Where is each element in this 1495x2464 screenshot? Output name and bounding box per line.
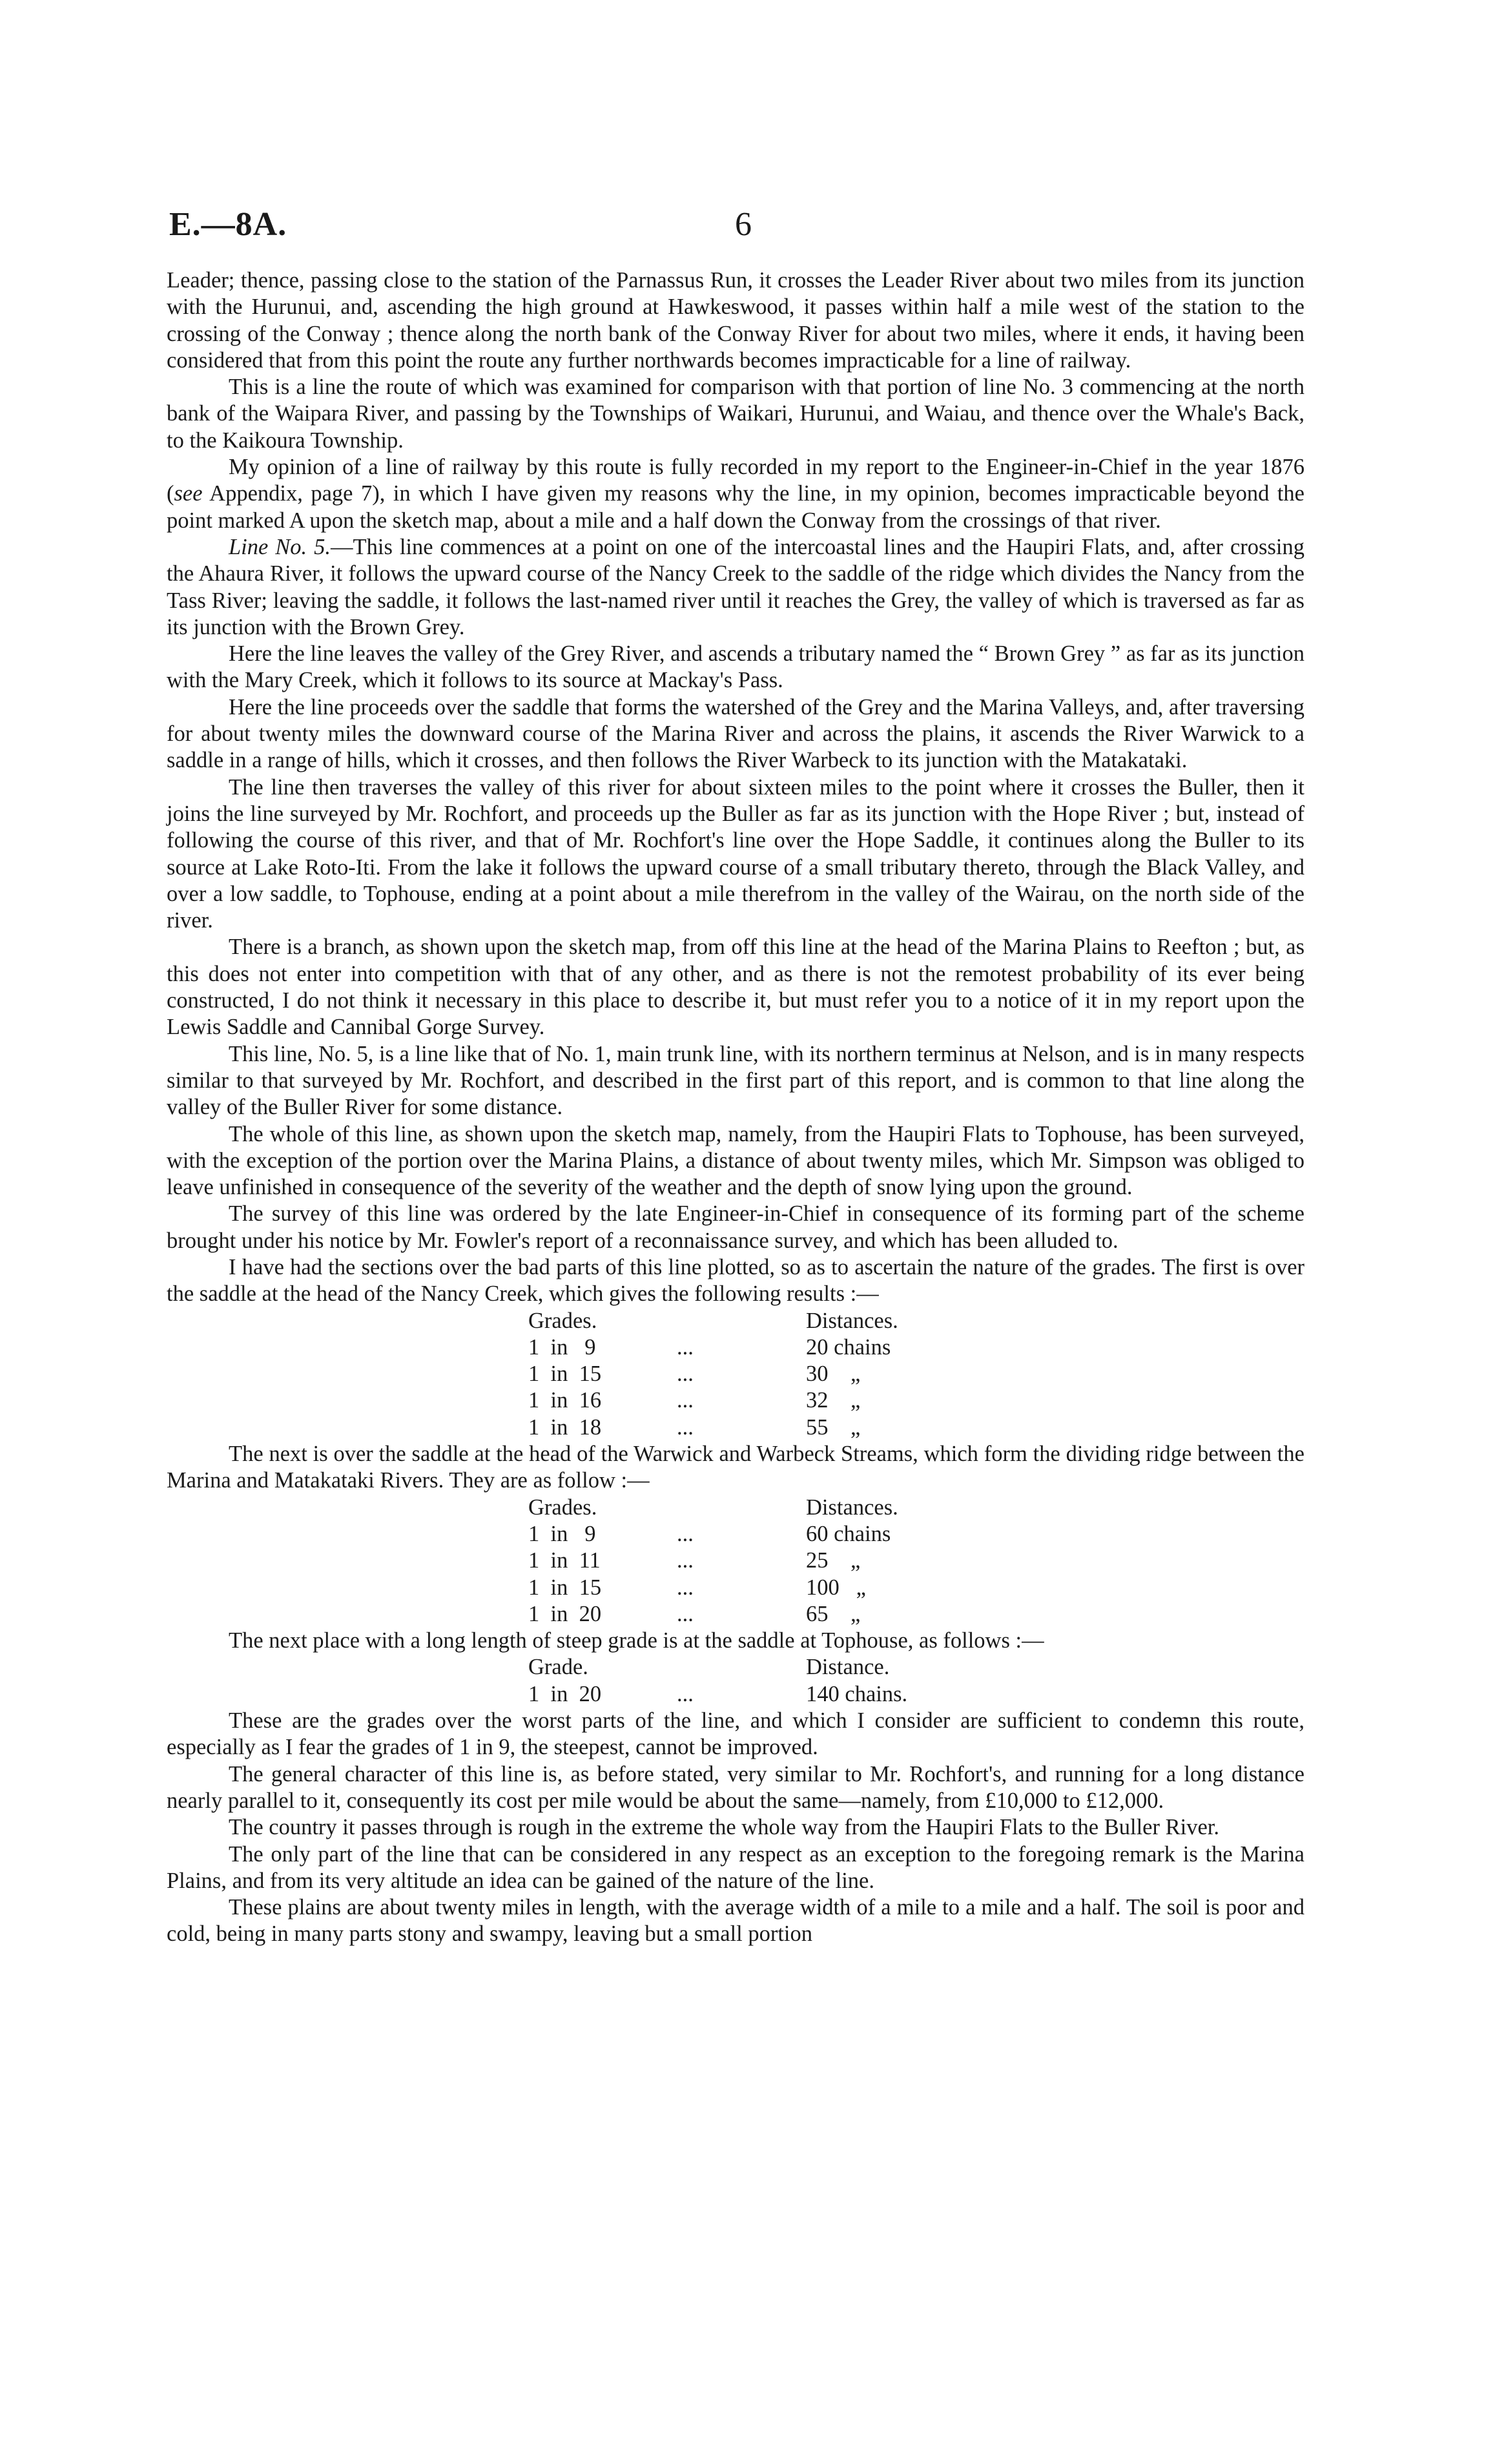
column-header-distances: Distances.	[806, 1495, 898, 1520]
paragraph: The next place with a long length of steep grade is at the saddle at Tophouse, as follows :—	[229, 1628, 1044, 1653]
grades-table-nancy-creek	[167, 1308, 1304, 1441]
paragraph: These are the grades over the worst parts of the line, and which I consider are sufficient to condemn this route, especially as I fear the grades of 1 in 9, the steepest, cannot be improved.	[167, 1708, 1304, 1760]
table-row: 1 in 18 ... 55 „	[528, 1414, 861, 1440]
paragraph: Leader; thence, passing close to the station of the Parnassus Run, it crosses the Leader River about two miles from its junction with the Hurunui, and, ascending the high ground at Hawkeswood, it passes within half a mile west of the station to the crossing of the Conway ; thence along the north bank of the Conway River for about two miles, where it ends, it having been considered that from this point the route any further northwards becomes impracticable for a line of railway.	[167, 268, 1304, 373]
column-header-grades: Grades.	[528, 1495, 597, 1520]
table-row: 1 in 9 ... 20 chains	[528, 1334, 891, 1360]
grades-table-tophouse	[167, 1654, 1304, 1708]
column-header-grades: Grades.	[528, 1308, 597, 1333]
paragraph: These plains are about twenty miles in length, with the average width of a mile to a mile and a half. The soil is poor and cold, being in many parts stony and swampy, leaving but a small portion	[167, 1895, 1304, 1947]
table-row: 1 in 20 ... 65 „	[528, 1601, 861, 1626]
paragraph: Here the line leaves the valley of the Grey River, and ascends a tributary named the “ Brown Grey ” as far as its junction with the Mary Creek, which it follows to its source at Mackay's Pass.	[167, 641, 1304, 693]
paragraph: I have had the sections over the bad parts of this line plotted, so as to ascertain the nature of the grades. The first is over the saddle at the head of the Nancy Creek, which gives the following results :—	[167, 1254, 1304, 1307]
table-row: 1 in 9 ... 60 chains	[528, 1521, 891, 1546]
table-row: 1 in 20 ... 140 chains.	[528, 1681, 908, 1706]
body-text	[167, 267, 1304, 1948]
paragraph: The survey of this line was ordered by the late Engineer-in-Chief in consequence of its forming part of the scheme brought under his notice by Mr. Fowler's report of a reconnaissance survey, and which has been alluded to.	[167, 1201, 1304, 1253]
table-row: 1 in 15 ... 30 „	[528, 1361, 861, 1387]
column-header-distance: Distance.	[806, 1655, 890, 1680]
grades-table-warwick-warbeck	[167, 1495, 1304, 1628]
paragraph: This is a line the route of which was examined for comparison with that portion of line No. 3 commencing at the north bank of the Waipara River, and passing by the Townships of Waikari, Hurunui, and Waiau, and thence over the Whale's Back, to the Kaikoura Township.	[167, 375, 1304, 453]
paragraph: Here the line proceeds over the saddle that forms the watershed of the Grey and the Marina Valleys, and, after traversing for about twenty miles the downward course of the Marina River and across the plains, it ascends the River Warwick to a saddle in a range of hills, which it crosses, and then follows the River Warbeck to its junction with the Matakataki.	[167, 694, 1304, 773]
column-header-grade: Grade.	[528, 1655, 588, 1680]
paragraph: The whole of this line, as shown upon the sketch map, namely, from the Haupiri Flats to Tophouse, has been surveyed, with the exception of the portion over the Marina Plains, a distance of about twenty miles, which Mr. Simpson was obliged to leave unfinished in consequence of the severity of the weather and the depth of snow lying upon the ground.	[167, 1121, 1304, 1200]
table-header-row	[167, 1308, 1304, 1334]
table-header-row	[167, 1654, 1304, 1681]
table-row: 1 in 11 ... 25 „	[528, 1548, 861, 1573]
paragraph: The general character of this line is, as before stated, very similar to Mr. Rochfort's, and running for a long distance nearly parallel to it, consequently its cost per mile would be about the same—namely, from £10,000 to £12,000.	[167, 1761, 1304, 1813]
paragraph: There is a branch, as shown upon the sketch map, from off this line at the head of the Marina Plains to Reefton ; but, as this does not enter into competition with that of any other, and as there is not the remotest probability of its ever being constructed, I do not think it necessary in this place to describe it, but must refer you to a notice of it in my report upon the Lewis Saddle and Cannibal Gorge Survey.	[167, 935, 1304, 1040]
column-header-distances: Distances.	[806, 1308, 898, 1333]
page-number: 6	[735, 206, 752, 243]
paragraph: The country it passes through is rough in the extreme the whole way from the Haupiri Flats to the Buller River.	[229, 1815, 1219, 1840]
table-row: 1 in 16 ... 32 „	[528, 1388, 861, 1413]
paragraph-line-no-5: Line No. 5.—This line commences at a point on one of the intercoastal lines and the Haupiri Flats, and, after crossing the Ahaura River, it follows the upward course of the Nancy Creek to the saddle of the ridge which divides the Nancy from the Tass River; leaving the saddle, it follows the last-named river until it reaches the Grey, the valley of which is traversed as far as its junction with the Brown Grey.	[167, 534, 1304, 639]
paragraph: This line, No. 5, is a line like that of No. 1, main trunk line, with its northern terminus at Nelson, and is in many respects similar to that surveyed by Mr. Rochfort, and described in the first part of this report, and is common to that line along the valley of the Buller River for some distance.	[167, 1041, 1304, 1120]
table-header-row	[167, 1495, 1304, 1521]
paragraph: My opinion of a line of railway by this route is fully recorded in my report to the Engineer-in-Chief in the year 1876 (see Appendix, page 7), in which I have given my reasons why the line, in my opinion, becomes impracticable beyond the point marked A upon the sketch map, about a mile and a half down the Conway from the crossings of that river.	[167, 455, 1304, 533]
paragraph: The line then traverses the valley of this river for about sixteen miles to the point where it crosses the Buller, then it joins the line surveyed by Mr. Rochfort, and proceeds up the Buller as far as its junction with the Hope River ; but, instead of following the course of this river, and that of Mr. Rochfort's line over the Hope Saddle, it continues along the Buller to its source at Lake Roto-Iti. From the lake it follows the upward course of a small tributary thereto, through the Black Valley, and over a low saddle, to Tophouse, ending at a point about a mile therefrom in the valley of the Wairau, on the north side of the river.	[167, 774, 1304, 933]
paragraph: The only part of the line that can be considered in any respect as an exception to the foregoing remark is the Marina Plains, and from its very altitude an idea can be gained of the nature of the line.	[167, 1841, 1304, 1893]
table-row: 1 in 15 ... 100 „	[528, 1575, 866, 1600]
document-reference: E.—8A.	[169, 206, 287, 243]
paragraph: The next is over the saddle at the head of the Warwick and Warbeck Streams, which form the dividing ridge between the Marina and Matakataki Rivers. They are as follow :—	[167, 1442, 1304, 1493]
section-heading: Line No. 5.	[229, 534, 331, 559]
